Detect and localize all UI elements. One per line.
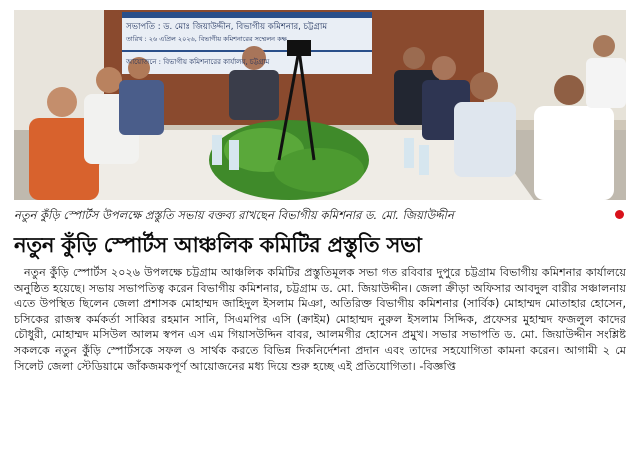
caption-text: নতুন কুঁড়ি স্পোর্টস উপলক্ষে প্রস্তুতি সভায় বক্তব্য রাখছেন বিভাগীয় কমিশনার ড. মো. জিয়াউদ্দীন: [14, 208, 454, 222]
banner-line-1: সভাপতি : ড. মোঃ জিয়াউদ্দীন, বিভাগীয় কমিশনার, চট্টগ্রাম: [126, 22, 328, 32]
headline: নতুন কুঁড়ি স্পোর্টস আঞ্চলিক কমিটির প্রস্তুতি সভা: [14, 233, 422, 257]
meeting-photo: [14, 10, 626, 200]
photo-caption: [14, 205, 626, 225]
meeting-scene: [14, 10, 626, 200]
banner-line-2: তারিখ : ২৬ এপ্রিল ২০২৬, বিভাগীয় কমিশনারের সম্মেলন কক্ষ: [126, 35, 287, 43]
red-bullet-icon: [615, 210, 624, 219]
article-body: নতুন কুঁড়ি স্পোর্টস ২০২৬ উপলক্ষে চট্টগ্রাম আঞ্চলিক কমিটির প্রস্তুতিমূলক সভা গত রবিবার দুপুরে চট্টগ্রাম বিভাগীয় কমিশনার কার্যালয়ে অনুষ্ঠিত হয়েছে। সভায় সভাপতিত্ব করেন বিভাগীয় কমিশনার, চট্টগ্রাম ড. মো. জিয়াউদ্দীন। জেলা ক্রীড়া অফিসার আবদুল বারীর সঞ্চালনায় এতে উপস্থিত ছিলেন জেলা প্রশাসক মোহাম্মদ জাহিদুল ইসলাম মিঞা, অতিরিক্ত বিভাগীয় কমিশনার (সার্বিক) মোহাম্মদ মোতাহার হোসেন, চসিকের রাজস্ব কর্মকর্তা সাব্বির রহমান সানি, সিএমপির এসি (ক্রাইম) মোহাম্মদ নুরুল ইসলাম সিদ্দিক, প্রফেসর মুহাম্মদ ফজলুল কাদের চৌধুরী, মোহাম্মদ মসিউল আলম স্বপন এস এম গিয়াসউদ্দিন বাবর, আলমগীর হোসেন প্রমুখ। সভার সভাপতি ড. মো. জিয়াউদ্দীন সংশ্লিষ্ট সকলকে নতুন কুঁড়ি স্পোর্টসকে সফল ও সার্থক করতে বিভিন্ন দিকনির্দেশনা প্রদান এবং তাদের সহযোগিতা কামনা করেন। আগামী ২ মে সিলেট জেলা স্টেডিয়ামে জাঁকজমকপূর্ণ আয়োজনের মধ্য দিয়ে শুরু হচ্ছে এই প্রতিযোগিতা। -বিজ্ঞপ্তি: [14, 266, 626, 373]
banner-line-3: আয়োজনে : বিভাগীয় কমিশনারের কার্যালয়, চট্টগ্রাম: [126, 58, 270, 66]
